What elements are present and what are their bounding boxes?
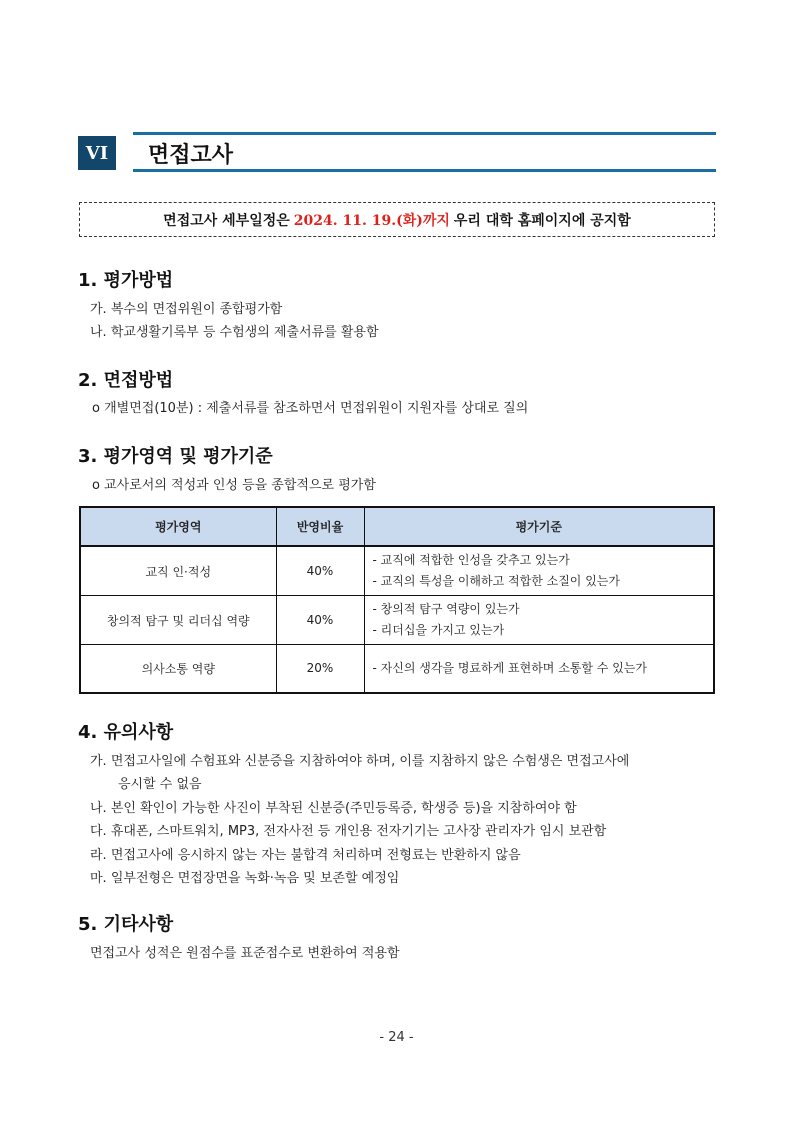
chapter-title: 면접고사 [148, 143, 234, 168]
section-heading-precautions: 4. 유의사항 [78, 722, 174, 743]
list-item: 가. 복수의 면접위원이 종합평가함 [90, 302, 283, 317]
list-item: 가. 면접고사일에 수험표와 신분증을 지참하여야 하며, 이를 지참하지 않은 수험생은 면접고사에 [90, 754, 630, 769]
list-item-continuation: 응시할 수 없음 [118, 777, 202, 792]
criteria-cell [364, 546, 714, 596]
section-heading-evaluation-criteria: 3. 평가영역 및 평가기준 [78, 446, 273, 467]
chapter-number-badge: VI [78, 136, 116, 170]
criteria-line: - 교직의 특성을 이해하고 적합한 소질이 있는가 [372, 574, 620, 588]
schedule-notice-box [79, 202, 715, 237]
column-header-ratio: 반영비율 [276, 507, 364, 546]
evaluation-criteria-table [79, 506, 715, 694]
section-heading-evaluation-method: 1. 평가방법 [78, 270, 174, 291]
list-item: 면접고사 성적은 원점수를 표준점수로 변환하여 적용함 [90, 946, 400, 961]
section-heading-other: 5. 기타사항 [78, 914, 174, 935]
list-item: 마. 일부전형은 면접장면을 녹화·녹음 및 보존할 예정임 [90, 871, 400, 886]
list-item: 나. 본인 확인이 가능한 사진이 부착된 신분증(주민등록증, 학생증 등)을 지참하여야 함 [90, 801, 577, 816]
list-item: o 개별면접(10분) : 제출서류를 참조하면서 면접위원이 지원자를 상대로 질의 [92, 401, 529, 416]
ratio-cell: 40% [276, 596, 364, 645]
list-item: o 교사로서의 적성과 인성 등을 종합적으로 평가함 [92, 478, 376, 493]
ratio-cell: 40% [276, 546, 364, 596]
list-item: 다. 휴대폰, 스마트워치, MP3, 전자사전 등 개인용 전자기기는 고사장 관리자가 임시 보관함 [90, 824, 607, 839]
page-number: - 24 - [379, 1030, 414, 1045]
table-row [80, 596, 714, 645]
area-cell: 의사소통 역량 [80, 645, 276, 693]
criteria-line: - 교직에 적합한 인성을 갖추고 있는가 [372, 553, 570, 567]
criteria-line: - 리더십을 가지고 있는가 [372, 623, 505, 637]
table-header-row [80, 507, 714, 546]
notice-date-highlight: 2024. 11. 19.(화)까지 [293, 212, 450, 229]
ratio-cell: 20% [276, 645, 364, 693]
list-item: 라. 면접고사에 응시하지 않는 자는 불합격 처리하며 전형료는 반환하지 않음 [90, 848, 521, 863]
column-header-criteria: 평가기준 [364, 507, 714, 546]
criteria-cell [364, 596, 714, 645]
notice-text-before: 면접고사 세부일정은 [163, 212, 290, 229]
chapter-rule-bottom [133, 169, 716, 172]
list-item: 나. 학교생활기록부 등 수험생의 제출서류를 활용함 [90, 325, 379, 340]
column-header-area: 평가영역 [80, 507, 276, 546]
criteria-line: - 자신의 생각을 명료하게 표현하며 소통할 수 있는가 [372, 660, 647, 675]
section-heading-interview-method: 2. 면접방법 [78, 370, 174, 391]
criteria-line: - 창의적 탐구 역량이 있는가 [372, 602, 520, 616]
chapter-header [78, 132, 716, 172]
area-cell: 창의적 탐구 및 리더십 역량 [80, 596, 276, 645]
table-row [80, 645, 714, 693]
area-cell: 교직 인·적성 [80, 546, 276, 596]
criteria-cell [364, 645, 714, 693]
chapter-rule-top [133, 132, 716, 135]
notice-text-after: 우리 대학 홈페이지에 공지함 [453, 212, 631, 229]
table-row [80, 546, 714, 596]
